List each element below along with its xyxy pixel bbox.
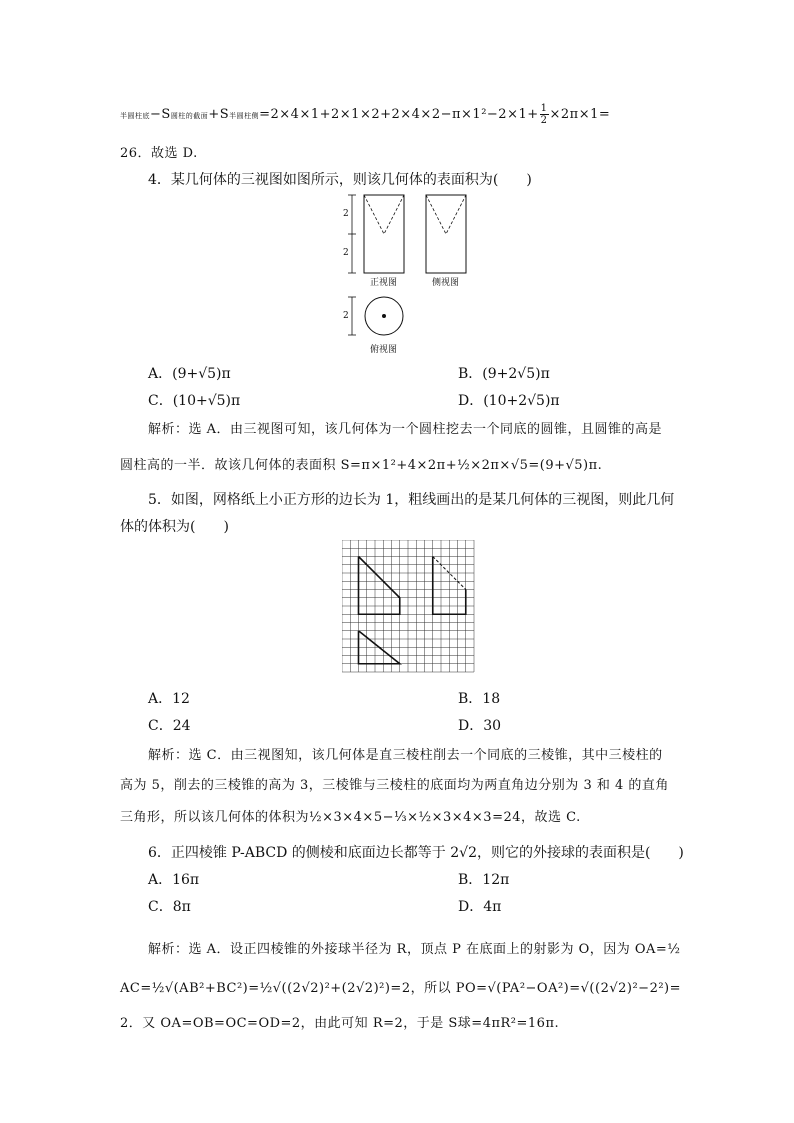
q4-option-b[interactable]: B．(9+2√5)π <box>458 366 550 382</box>
q6-solution-2: AC=½√(AB²+BC²)=½√((2√2)²+(2√2)²)=2，所以 PO=√(PA²−OA²)=√((2√2)²−2²)= <box>120 981 682 996</box>
front-view-outline <box>359 557 400 615</box>
top-formula-line: 半圆柱底−S圆柱的截面+S半圆柱侧=2×4×1+2×1×2+2×4×2−π×1²−2×1+ $\frac{1}{2}$ ×2π×1= <box>120 103 611 126</box>
q5-solution-3: 三角形，所以该几何体的体积为½×3×4×5−⅓×½×3×4×3=24，故选 C. <box>120 810 581 825</box>
q5-solution-2: 高为 5，削去的三棱锥的高为 3，三棱锥与三棱柱的底面均为两直角边分别为 3 和 4 的直角 <box>120 778 669 793</box>
top-view-label: 俯视图 <box>370 345 398 355</box>
q5-stem-2: 体的体积为( ) <box>120 519 229 535</box>
q6-option-b[interactable]: B．12π <box>458 872 510 888</box>
side-view-label: 侧视图 <box>432 278 460 288</box>
q6-solution-3: 2．又 OA=OB=OC=OD=2，由此可知 R=2，于是 S球=4πR²=16π. <box>120 1016 560 1031</box>
formula-part-b: ×2π×1= <box>549 107 611 122</box>
top-dim: 2 <box>343 311 349 321</box>
subscript-half-cylinder-side: 半圆柱侧 <box>229 112 260 120</box>
top-formula-line-2: 26．故选 D. <box>120 146 198 161</box>
q5-grid-figure <box>342 540 482 680</box>
top-view <box>348 297 403 335</box>
front-view-label: 正视图 <box>370 278 398 288</box>
q4-stem: 4．某几何体的三视图如图所示，则该几何体的表面积为( ) <box>148 172 532 188</box>
q5-solution-1: 解析：选 C．由三视图知，该几何体是直三棱柱削去一个同底的三棱锥，其中三棱柱的 <box>148 748 663 763</box>
fraction-half: $\frac{1}{2}$ <box>540 103 548 126</box>
q4-solution-2: 圆柱高的一半．故该几何体的表面积 S=π×1²+4×2π+½×2π×√5=(9+√5)π. <box>120 458 603 473</box>
q6-solution-1: 解析：选 A．设正四棱锥的外接球半径为 R，顶点 P 在底面上的射影为 O，因为 OA=½ <box>148 942 681 957</box>
formula-part-a: =2×4×1+2×1×2+2×4×2−π×1²−2×1+ <box>259 107 539 122</box>
q5-stem-1: 5．如图，网格纸上小正方形的边长为 1，粗线画出的是某几何体的三视图，则此几何 <box>148 492 675 508</box>
front-dim-upper: 2 <box>343 209 349 219</box>
subscript-cylinder-section: 圆柱的截面 <box>170 112 209 120</box>
q6-option-d[interactable]: D．4π <box>458 899 502 915</box>
q5-option-d[interactable]: D．30 <box>458 718 502 734</box>
subscript-half-cylinder-bottom: 半圆柱底 <box>120 112 150 120</box>
q6-option-c[interactable]: C．8π <box>148 899 191 915</box>
side-view <box>426 195 466 273</box>
q5-option-b[interactable]: B．18 <box>458 691 501 707</box>
q4-option-a[interactable]: A．(9+√5)π <box>148 366 231 382</box>
front-dim-lower: 2 <box>343 248 349 258</box>
q6-option-a[interactable]: A．16π <box>148 872 200 888</box>
q5-option-a[interactable]: A．12 <box>148 691 190 707</box>
q4-solution-1: 解析：选 A．由三视图可知，该几何体为一个圆柱挖去一个同底的圆锥，且圆锥的高是 <box>148 422 663 437</box>
q4-option-d[interactable]: D．(10+2√5)π <box>458 393 560 409</box>
q5-option-c[interactable]: C．24 <box>148 718 191 734</box>
q6-stem: 6．正四棱锥 P-ABCD 的侧棱和底面边长都等于 2√2，则它的外接球的表面积是( ) <box>148 845 684 861</box>
front-view <box>348 195 404 273</box>
q4-option-c[interactable]: C．(10+√5)π <box>148 393 241 409</box>
